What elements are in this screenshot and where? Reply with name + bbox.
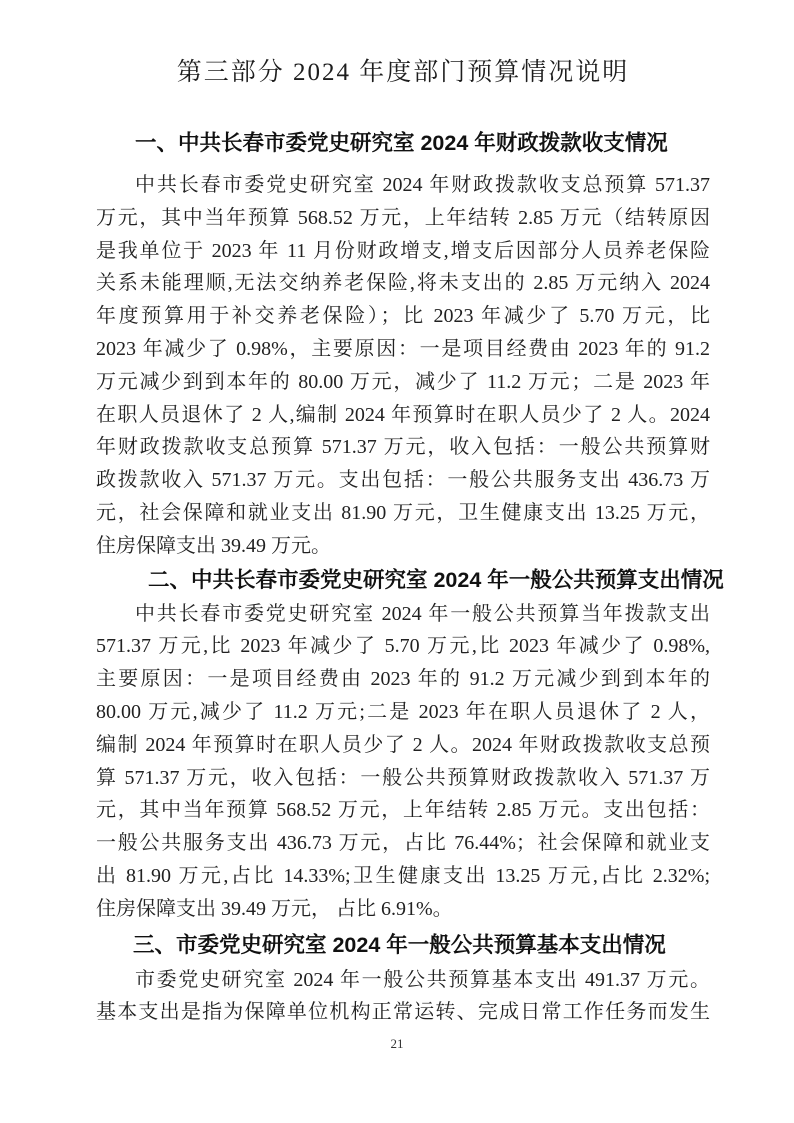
text-line: 元，社会保障和就业支出 81.90 万元，卫生健康支出 13.25 万元， [96,501,710,524]
page-title: 第三部分 2024 年度部门预算情况说明 [176,59,630,86]
text-line: 政拨款收入 571.37 万元。支出包括：一般公共服务支出 436.73 万 [96,469,710,492]
text-line: 在职人员退休了 2 人,编制 2024 年预算时在职人员少了 2 人。2024 [96,403,710,426]
text-line: 80.00 万元,减少了 11.2 万元;二是 2023 年在职人员退休了 2 人， [96,700,710,723]
text-line: 元，其中当年预算 568.52 万元，上年结转 2.85 万元。支出包括： [96,799,710,822]
page-number: 21 [390,1036,404,1051]
document-content [96,0,724,1029]
text-line: 年度预算用于补交养老保险）；比 2023 年减少了 5.70 万元，比 [96,305,710,328]
section-heading-3: 三、市委党史研究室 2024 年一般公共预算基本支出情况 [133,932,666,957]
text-line: 基本支出是指为保障单位机构正常运转、完成日常工作任务而发生 [96,1001,710,1024]
text-line: 关系未能理顺,无法交纳养老保险,将未支出的 2.85 万元纳入 2024 [96,272,710,295]
text-line: 市委党史研究室 2024 年一般公共预算基本支出 491.37 万元。 [135,968,710,991]
text-line: 年财政拨款收支总预算 571.37 万元，收入包括：一般公共预算财 [96,436,710,459]
section-heading-1: 一、中共长春市委党史研究室 2024 年财政拨款收支情况 [135,131,668,155]
paragraph-3 [96,964,710,1030]
text-line: 编制 2024 年预算时在职人员少了 2 人。2024 年财政拨款收支总预 [96,733,710,756]
text-line: 住房保障支出 39.49 万元。 [96,534,331,557]
section-heading-2: 二、中共长春市委党史研究室 2024 年一般公共预算支出情况 [148,567,724,592]
text-line: 中共长春市委党史研究室 2024 年财政拨款收支总预算 571.37 [135,174,710,196]
text-line: 主要原因：一是项目经费由 2023 年的 91.2 万元减少到到本年的 [96,668,710,691]
text-line: 住房保障支出 39.49 万元， 占比 6.91%。 [96,897,453,920]
text-line: 2023 年减少了 0.98%，主要原因：一是项目经费由 2023 年的 91.2 [96,337,710,360]
paragraph-1 [96,169,710,563]
text-line: 出 81.90 万元,占比 14.33%;卫生健康支出 13.25 万元,占比 2.32%; [96,864,710,887]
text-line: 万元，其中当年预算 568.52 万元，上年结转 2.85 万元（结转原因 [96,206,710,229]
text-line: 万元减少到到本年的 80.00 万元，减少了 11.2 万元；二是 2023 年 [96,370,710,393]
text-line: 是我单位于 2023 年 11 月份财政增支,增支后因部分人员养老保险 [96,239,710,262]
text-line: 一般公共服务支出 436.73 万元，占比 76.44%；社会保障和就业支 [96,832,710,855]
paragraph-2 [96,598,710,926]
text-line: 算 571.37 万元，收入包括：一般公共预算财政拨款收入 571.37 万 [96,766,710,789]
text-line: 571.37 万元,比 2023 年减少了 5.70 万元,比 2023 年减少了 0.98%, [96,635,710,658]
text-line: 中共长春市委党史研究室 2024 年一般公共预算当年拨款支出 [135,602,710,625]
